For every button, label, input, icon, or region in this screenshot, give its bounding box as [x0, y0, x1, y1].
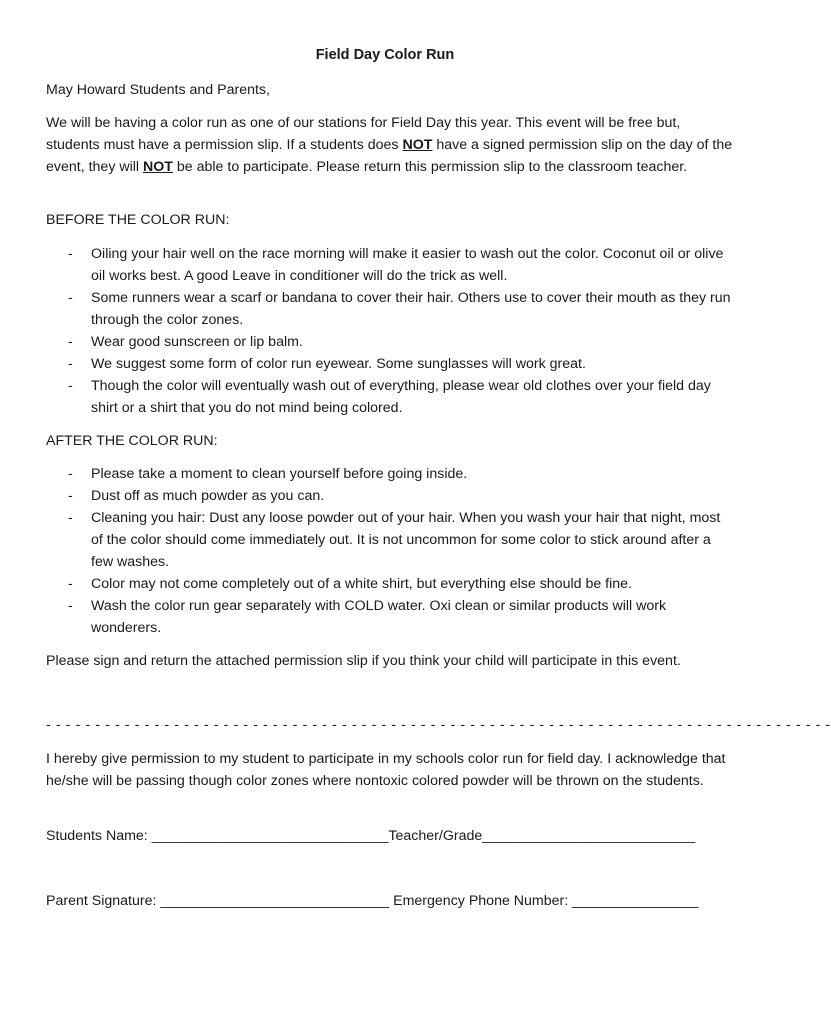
before-list: [46, 243, 736, 419]
emergency-phone-label: Emergency Phone Number:: [389, 893, 573, 909]
closing-paragraph: Please sign and return the attached permission slip if you think your child will participate in this event.: [46, 653, 681, 669]
before-heading: BEFORE THE COLOR RUN:: [46, 212, 230, 228]
list-item: - Dust off as much powder as you can.: [46, 485, 736, 507]
list-item: - Cleaning you hair: Dust any loose powder out of your hair. When you wash your hair that night, most of the color should come immediately out. It is not uncommon for some color to stick around after a few washes.: [46, 507, 736, 573]
intro-text-3: be able to participate. Please return this permission slip to the classroom teacher.: [172, 159, 688, 175]
list-item: - Wash the color run gear separately with COLD water. Oxi clean or similar products will work wonderers.: [46, 595, 736, 639]
permission-statement: I hereby give permission to my student to participate in my schools color run for field day. I acknowledge that he/she will be passing though color zones where nontoxic colored powder will be thrown on the students.: [46, 751, 726, 789]
teacher-grade-field[interactable]: ___________________________: [482, 828, 696, 844]
after-list: [46, 463, 736, 639]
teacher-grade-label: Teacher/Grade: [388, 828, 483, 844]
student-teacher-line: [46, 825, 736, 847]
intro-paragraph: [46, 112, 736, 178]
intro-text-1: We will be having a color run as one of our stations for Field Day this year. This event will be free but, students must have a permission slip. If a students does: [46, 115, 681, 153]
intro-not-emphasis-2: NOT: [143, 159, 173, 175]
intro-text-2: have a signed permission slip on the day of the event, they will: [46, 137, 733, 175]
document-title: Field Day Color Run: [315, 47, 455, 63]
list-item: - Please take a moment to clean yourself before going inside.: [46, 463, 736, 485]
parent-signature-line: [46, 890, 736, 912]
student-name-label: Students Name:: [46, 828, 152, 844]
list-item: - Color may not come completely out of a white shirt, but everything else should be fine.: [46, 573, 736, 595]
list-item: - We suggest some form of color run eyewear. Some sunglasses will work great.: [46, 353, 736, 375]
parent-signature-field[interactable]: _____________________________: [160, 893, 390, 909]
student-name-field[interactable]: ______________________________: [151, 828, 389, 844]
emergency-phone-field[interactable]: ________________: [572, 893, 699, 909]
cut-line-divider: - - - - - - - - - - - - - - - - - - - - - - - - - - - - - - - - - - - - - - - - - - - - - - - - - - - - - - - - - - - - - - - - - - - - - - - - - - - - - - - -: [46, 717, 831, 733]
list-item: - Though the color will eventually wash out of everything, please wear old clothes over your field day shirt or a shirt that you do not mind being colored.: [46, 375, 736, 419]
greeting: May Howard Students and Parents,: [46, 82, 270, 98]
after-heading: AFTER THE COLOR RUN:: [46, 433, 218, 449]
list-item: - Some runners wear a scarf or bandana to cover their hair. Others use to cover their mouth as they run through the color zones.: [46, 287, 736, 331]
list-item: - Oiling your hair well on the race morning will make it easier to wash out the color. Coconut oil or olive oil works best. A good Leave in conditioner will do the trick as well.: [46, 243, 736, 287]
list-item: - Wear good sunscreen or lip balm.: [46, 331, 736, 353]
intro-not-emphasis-1: NOT: [402, 137, 433, 153]
parent-signature-label: Parent Signature:: [46, 893, 161, 909]
